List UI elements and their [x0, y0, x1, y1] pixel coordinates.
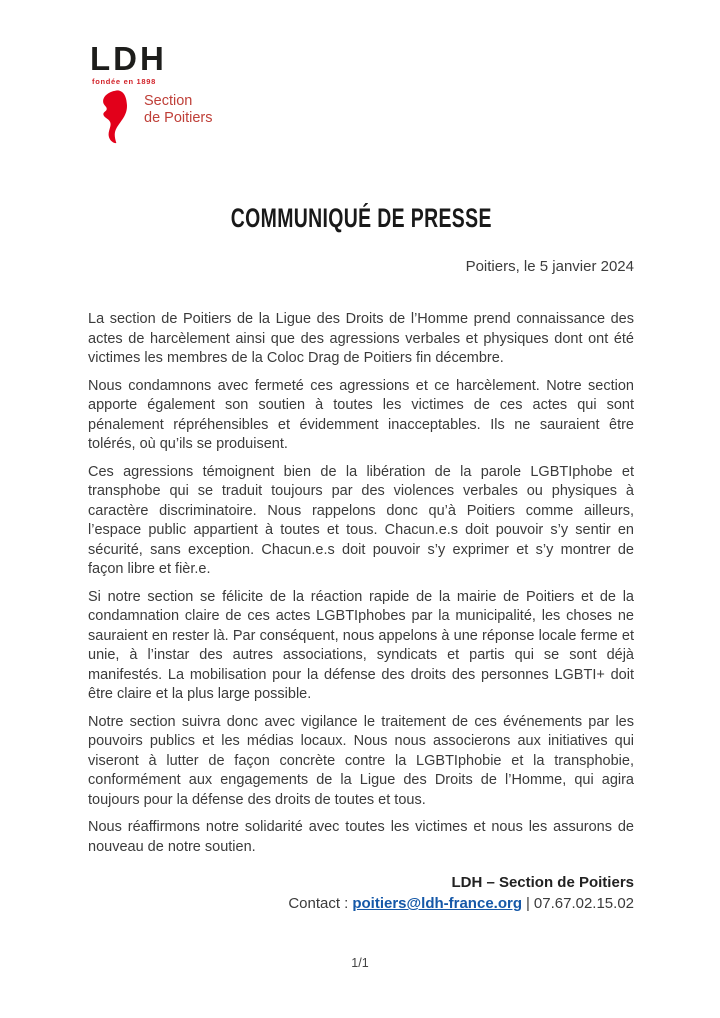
contact-separator: |: [526, 895, 530, 912]
section-name: [144, 93, 213, 127]
logo-row: [98, 89, 213, 144]
paragraph-4: Si notre section se félicite de la réaction rapide de la mairie de Poitiers et de la condamnation claire de ces actes LGBTIphobes par la municipalité, les choses ne sauraient en rester là. Par conséquent, nous appelons à une réponse locale ferme et unie, à l’instar des autres associations, syndicats et partis qui se sont déjà manifestés. La mobilisation pour la défense des droits des personnes LGBTI+ doit être claire et la plus large possible.: [88, 588, 634, 702]
title-wrap: [88, 203, 634, 233]
marianne-icon: [98, 89, 135, 144]
email-link[interactable]: poitiers@ldh-france.org: [352, 895, 522, 912]
ldh-wordmark: LDH: [90, 40, 167, 77]
section-name-line-2: de Poitiers: [144, 110, 213, 126]
signature-org: LDH – Section de Poitiers: [451, 874, 634, 891]
signature-block: [88, 873, 634, 914]
paragraph-3: Ces agressions témoignent bien de la libération de la parole LGBTIphobe et transphobe qui se traduit toujours par des violences verbales ou physiques à caractère discriminatoire. Nous rappelons donc qu’à Poitiers comme ailleurs, l’espace public appartient à toutes et tous. Chacun.e.s doit pouvoir s’y sentir en sécurité, sans exception. Chacun.e.s doit pouvoir s’y exprimer et s’y montrer de façon libre et fièr.e.: [88, 463, 634, 577]
ldh-tagline: fondée en 1898: [92, 77, 156, 86]
paragraph-5: Notre section suivra donc avec vigilance le traitement de ces événements par les pouvoirs publics et les médias locaux. Nous nous associerons aux initiatives qui viseront à lutter de façon concrète contre la LGBTIphobie et la transphobie, conformément aux engagements de la Ligue des Droits de l’Homme, qui agira toujours pour la défense des droits de toutes et tous.: [88, 713, 634, 808]
contact-line: [88, 894, 634, 914]
document-title: COMMUNIQUÉ DE PRESSE: [230, 203, 492, 233]
body-text: [88, 310, 634, 857]
section-name-line-1: Section: [144, 93, 193, 109]
paragraph-6: Nous réaffirmons notre solidarité avec toutes les victimes et nous les assurons de nouveau de notre soutien.: [88, 819, 634, 855]
paragraph-1: La section de Poitiers de la Ligue des Droits de l’Homme prend connaissance des actes de harcèlement ainsi que des agressions verbales et physiques dont ont été victimes les membres de la Coloc Drag de Poitiers fin décembre.: [88, 311, 634, 366]
paragraph-2: Nous condamnons avec fermeté ces agressions et ce harcèlement. Notre section apporte également son soutien à toutes les victimes de ces actes qui sont pénalement répréhensibles et évidemment inacceptables. Ils ne sauraient être tolérés, où qu’ils se produisent.: [88, 377, 634, 452]
contact-phone: 07.67.02.15.02: [533, 895, 634, 912]
ldh-logo: [90, 42, 213, 144]
page-number: 1/1: [351, 956, 369, 970]
contact-label: Contact :: [288, 895, 349, 912]
dateline: Poitiers, le 5 janvier 2024: [465, 258, 634, 275]
